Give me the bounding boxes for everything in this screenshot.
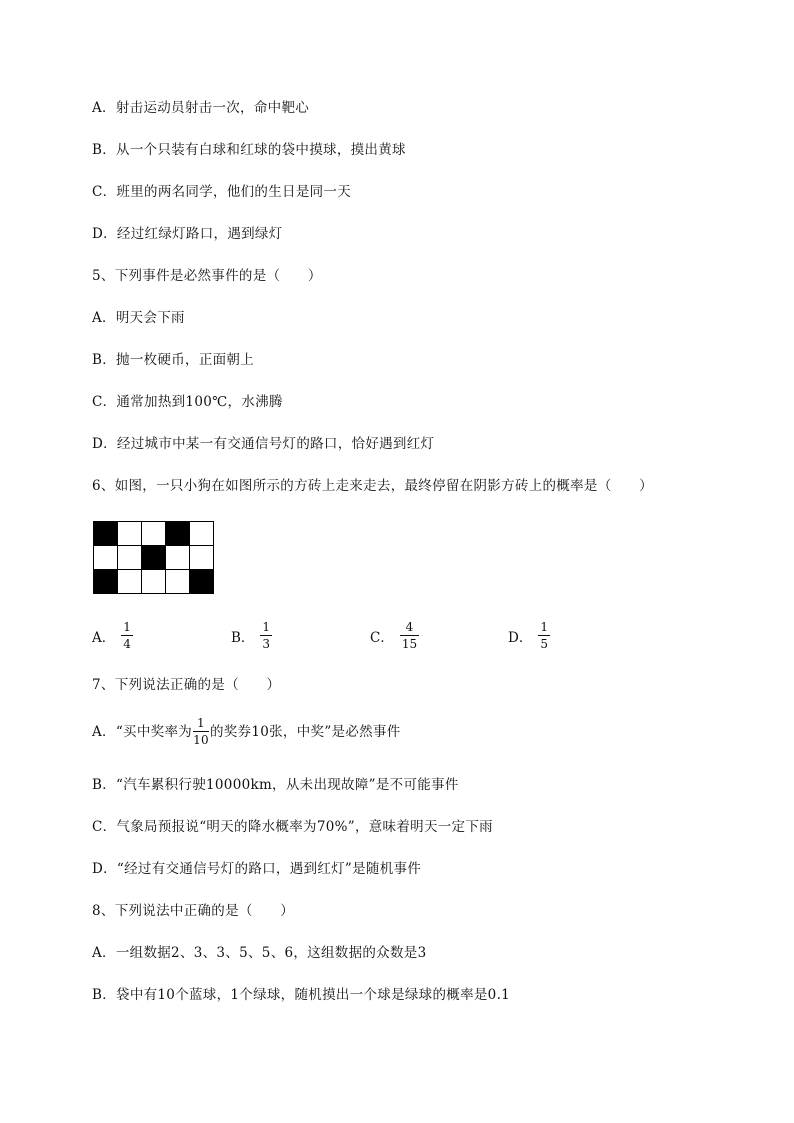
option-4c: C．班里的两名同学，他们的生日是同一天 bbox=[92, 184, 352, 200]
option-label: D． bbox=[508, 629, 533, 646]
white-tile bbox=[166, 570, 190, 594]
option-5a: A．明天会下雨 bbox=[92, 310, 185, 326]
option-6b bbox=[231, 620, 272, 651]
option-5c: C．通常加热到100℃，水沸腾 bbox=[92, 394, 283, 410]
grid-row bbox=[94, 522, 214, 546]
fraction-bar bbox=[538, 635, 550, 636]
option-7b: B．“汽车累积行驶10000km，从未出现故障”是不可能事件 bbox=[92, 777, 459, 793]
numerator: 1 bbox=[262, 620, 271, 634]
option-6d bbox=[508, 620, 550, 651]
option-8b: B．袋中有10个蓝球，1个绿球，随机摸出一个球是绿球的概率是0.1 bbox=[92, 987, 511, 1003]
white-tile bbox=[118, 570, 142, 594]
denominator: 3 bbox=[262, 637, 271, 651]
shaded-tile bbox=[94, 570, 118, 594]
numerator: 4 bbox=[405, 620, 414, 634]
option-7a-pre: A．“买中奖率为 bbox=[92, 723, 193, 740]
denominator: 5 bbox=[540, 637, 548, 651]
white-tile bbox=[166, 546, 190, 570]
white-tile bbox=[118, 546, 142, 570]
option-5d: D．经过城市中某一有交通信号灯的路口，恰好遇到红灯 bbox=[92, 436, 435, 452]
fraction-bar bbox=[121, 635, 133, 636]
fraction bbox=[260, 620, 272, 651]
grid-row bbox=[94, 546, 214, 570]
numerator: 1 bbox=[123, 620, 131, 634]
option-7a-post: 的奖券10张，中奖”是必然事件 bbox=[209, 723, 401, 740]
option-4d: D．经过红绿灯路口，遇到绿灯 bbox=[92, 226, 283, 242]
white-tile bbox=[190, 546, 214, 570]
question-6-stem: 6、如图，一只小狗在如图所示的方砖上走来走去，最终停留在阴影方砖上的概率是（ ） bbox=[92, 478, 653, 494]
option-6c bbox=[370, 620, 419, 651]
denominator: 4 bbox=[123, 637, 131, 651]
option-7a bbox=[92, 716, 401, 747]
option-6a bbox=[92, 620, 133, 651]
option-label: C． bbox=[370, 629, 394, 646]
fraction bbox=[538, 620, 550, 651]
tile-grid-figure bbox=[93, 521, 214, 594]
fraction-bar bbox=[193, 731, 209, 732]
question-5-stem: 5、下列事件是必然事件的是（ ） bbox=[92, 268, 322, 284]
white-tile bbox=[94, 546, 118, 570]
option-7d: D．“经过有交通信号灯的路口，遇到红灯”是随机事件 bbox=[92, 861, 422, 877]
question-7-stem: 7、下列说法正确的是（ ） bbox=[92, 677, 281, 693]
option-5b: B．抛一枚硬币，正面朝上 bbox=[92, 352, 255, 368]
white-tile bbox=[118, 522, 142, 546]
denominator: 10 bbox=[193, 733, 209, 747]
white-tile bbox=[190, 522, 214, 546]
numerator: 1 bbox=[540, 620, 548, 634]
question-8-stem: 8、下列说法中正确的是（ ） bbox=[92, 903, 295, 919]
fraction bbox=[193, 716, 209, 747]
option-label: B． bbox=[231, 629, 255, 646]
fraction-bar bbox=[400, 635, 419, 636]
fraction-bar bbox=[260, 635, 272, 636]
shaded-tile bbox=[94, 522, 118, 546]
shaded-tile bbox=[166, 522, 190, 546]
fraction bbox=[400, 620, 419, 651]
option-7c: C．气象局预报说“明天的降水概率为70%”，意味着明天一定下雨 bbox=[92, 819, 493, 835]
numerator: 1 bbox=[197, 716, 205, 730]
denominator: 15 bbox=[401, 637, 418, 651]
fraction bbox=[121, 620, 133, 651]
white-tile bbox=[142, 570, 166, 594]
shaded-tile bbox=[190, 570, 214, 594]
grid-row bbox=[94, 570, 214, 594]
white-tile bbox=[142, 522, 166, 546]
option-4b: B．从一个只装有白球和红球的袋中摸球，摸出黄球 bbox=[92, 142, 406, 158]
option-4a: A．射击运动员射击一次，命中靶心 bbox=[92, 100, 310, 116]
shaded-tile bbox=[142, 546, 166, 570]
option-8a: A．一组数据2、3、3、5、5、6，这组数据的众数是3 bbox=[92, 945, 427, 961]
option-label: A． bbox=[92, 629, 116, 646]
